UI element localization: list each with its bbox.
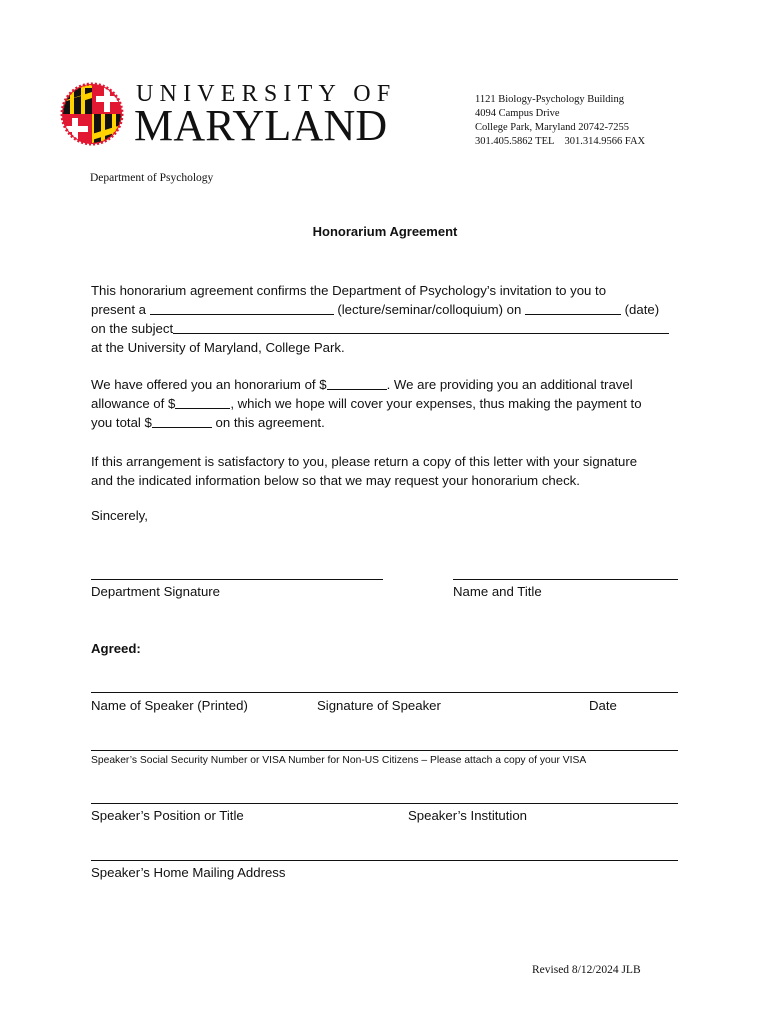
text-line: and the indicated information below so that we may request your honorarium check.	[91, 473, 580, 488]
department-signature-line[interactable]	[91, 579, 383, 580]
department-name: Department of Psychology	[90, 172, 214, 184]
maryland-seal-icon	[60, 80, 124, 146]
closing: Sincerely,	[91, 508, 148, 523]
paragraph-honorarium	[91, 375, 691, 432]
address-line: College Park, Maryland 20742-7255	[475, 122, 629, 133]
university-name: MARYLAND	[134, 101, 388, 150]
text-line	[91, 375, 691, 394]
speaker-signature-line[interactable]	[91, 692, 678, 693]
presenter-blank[interactable]	[150, 302, 334, 315]
text-fragment: We have offered you an honorarium of $	[91, 377, 327, 392]
position-institution-line[interactable]	[91, 803, 678, 804]
address-line: 4094 Campus Drive	[475, 108, 560, 119]
position-label: Speaker’s Position or Title	[91, 808, 244, 823]
text-fragment: , which we hope will cover your expenses, thus making the payment to	[230, 396, 642, 411]
text-line: If this arrangement is satisfactory to you, please return a copy of this letter with your signature	[91, 454, 638, 469]
mailing-address-line[interactable]	[91, 860, 678, 861]
ssn-visa-line[interactable]	[91, 750, 678, 751]
mailing-address-label: Speaker’s Home Mailing Address	[91, 865, 286, 880]
text-line	[91, 394, 691, 413]
address-block	[475, 93, 645, 149]
university-logo	[60, 78, 430, 150]
speaker-signature-label: Signature of Speaker	[317, 698, 441, 713]
address-line: 301.405.5862 TEL 301.314.9566 FAX	[475, 136, 646, 147]
total-amount-blank[interactable]	[152, 415, 212, 428]
department-signature-label: Department Signature	[91, 584, 221, 599]
address-line: 1121 Biology-Psychology Building	[475, 94, 624, 105]
text-fragment: present a	[91, 302, 146, 317]
text-fragment: (date)	[624, 302, 660, 317]
speaker-name-label: Name of Speaker (Printed)	[91, 698, 248, 713]
name-title-label: Name and Title	[453, 584, 542, 599]
text-fragment: on the subject	[91, 321, 174, 336]
document-title: Honorarium Agreement	[312, 224, 458, 239]
paragraph-instructions	[91, 452, 691, 490]
honorarium-amount-blank[interactable]	[327, 377, 387, 390]
text-fragment: . We are providing you an additional travel	[386, 377, 633, 392]
text-line	[91, 319, 691, 338]
text-fragment: (lecture/seminar/colloquium) on	[337, 302, 522, 317]
text-line: at the University of Maryland, College Park.	[91, 340, 345, 355]
date-blank[interactable]	[525, 302, 621, 315]
text-fragment: you total $	[91, 415, 152, 430]
travel-allowance-blank[interactable]	[175, 396, 230, 409]
paragraph-invitation	[91, 281, 691, 357]
text-fragment: allowance of $	[91, 396, 176, 411]
revision-note: Revised 8/12/2024 JLB	[532, 964, 641, 976]
text-line	[91, 413, 691, 432]
name-title-line[interactable]	[453, 579, 678, 580]
institution-label: Speaker’s Institution	[408, 808, 528, 823]
subject-blank[interactable]	[173, 321, 669, 334]
text-line	[91, 300, 691, 319]
ssn-visa-label: Speaker’s Social Security Number or VISA Number for Non-US Citizens – Please attach a copy of your VISA	[91, 755, 587, 766]
university-line: UNIVERSITY OF	[136, 81, 397, 107]
text-fragment: on this agreement.	[211, 415, 325, 430]
date-label: Date	[589, 698, 617, 713]
agreed-label: Agreed:	[91, 641, 141, 656]
text-line: This honorarium agreement confirms the Department of Psychology’s invitation to you to	[91, 283, 607, 298]
